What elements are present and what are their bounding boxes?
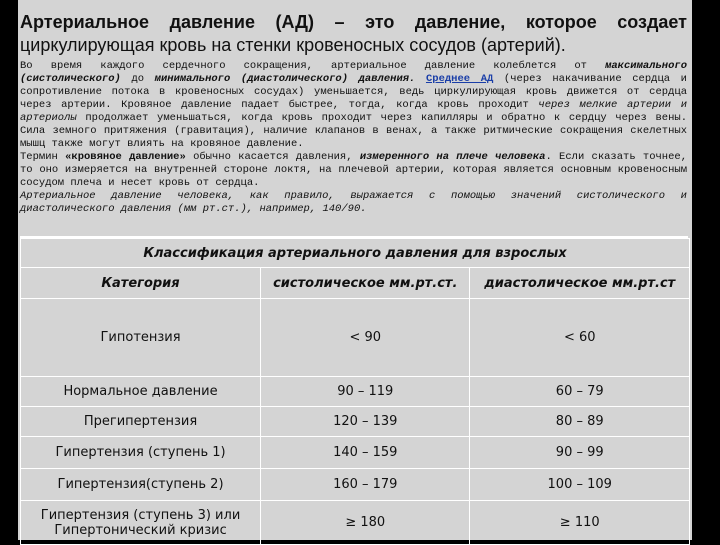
table-caption-row xyxy=(21,239,690,268)
row-diastolic: 100 – 109 xyxy=(470,469,690,501)
table-header-row xyxy=(21,268,690,299)
table-caption: Классификация артериального давления для взрослых xyxy=(21,239,690,268)
row-systolic: 160 – 179 xyxy=(261,469,470,501)
table-row xyxy=(21,437,690,469)
heading-line-2: циркулирующая кровь на стенки кровеносных сосудов (артерий). xyxy=(20,35,566,55)
row-diastolic: ≥ 110 xyxy=(470,501,690,545)
p1-text-4: (через накачивание сердца и сопротивление потока в кровеносных сосудах) уменьшается, ведь циркулирующая кровь движется от сердца через артерии. Кровяное давление падает быстрее, тогда, когда кровь проходит xyxy=(20,73,687,111)
p1-systolic-term: максимального (систолического) xyxy=(20,60,687,85)
p2-shoulder-term: измеренного на плече человека xyxy=(359,151,546,163)
table-row xyxy=(21,407,690,437)
row-category: Гипотензия xyxy=(21,299,261,377)
p1-text-2: до xyxy=(120,73,155,85)
row-diastolic: 60 – 79 xyxy=(470,377,690,407)
heading-line-1-text: Артериальное давление (АД) – это давление, которое создает xyxy=(20,12,687,32)
row-category: Нормальное давление xyxy=(21,377,261,407)
p1-text-1: Во время каждого сердечного сокращения, артериальное давление колеблется от xyxy=(20,60,606,72)
p2-bp-term: «кровяное давление» xyxy=(65,151,186,163)
header-systolic: систолическое мм.рт.ст. xyxy=(261,268,470,299)
table-row xyxy=(21,469,690,501)
text-block xyxy=(20,10,687,216)
table-row xyxy=(21,377,690,407)
row-systolic: 90 – 119 xyxy=(261,377,470,407)
p2-text-2: обычно касается давления, xyxy=(185,151,360,163)
row-systolic: < 90 xyxy=(261,299,470,377)
p1-diastolic-term: минимального (диастолического) давления. xyxy=(154,73,416,85)
paragraph-1 xyxy=(20,60,687,151)
heading-line-1 xyxy=(20,10,687,34)
p1-text-5: продолжает уменьшаться, когда кровь проходит через капилляры и обратно к сердцу через вены. Сила земного притяжения (гравитация), наличие клапанов в венах, а также ритмические сокращения скелетных мышц также могут влиять на кровяное давление. xyxy=(20,112,687,150)
table-row xyxy=(21,501,690,545)
row-diastolic: 90 – 99 xyxy=(470,437,690,469)
header-category: Категория xyxy=(21,268,261,299)
row-systolic: ≥ 180 xyxy=(261,501,470,545)
paragraph-3: Артериальное давление человека, как правило, выражается с помощью значений систолического и диастолического давления (мм рт.ст.), например, 140/90. xyxy=(20,190,687,215)
p2-text-3: . Если сказать точнее, то оно измеряется на внутренней стороне локтя, на плечевой артерии, которая является основным кровеносным сосудом плеча и несет кровь от сердца. xyxy=(20,151,688,189)
header-diastolic: диастолическое мм.рт.ст xyxy=(470,268,690,299)
mean-bp-link[interactable]: Среднее АД xyxy=(425,73,494,85)
row-category: Гипертензия(ступень 2) xyxy=(21,469,261,501)
table-row xyxy=(21,299,690,377)
p1-text-3 xyxy=(415,73,426,85)
row-diastolic: < 60 xyxy=(470,299,690,377)
row-category: Гипертензия (ступень 1) xyxy=(21,437,261,469)
paragraph-2 xyxy=(20,151,687,190)
p2-text-1: Термин xyxy=(20,151,66,163)
row-systolic: 120 – 139 xyxy=(261,407,470,437)
row-diastolic: 80 – 89 xyxy=(470,407,690,437)
p1-arterioles-term: через мелкие артерии и артериолы xyxy=(20,99,687,124)
row-category: Прегипертензия xyxy=(21,407,261,437)
row-category: Гипертензия (ступень 3) или Гипертонический кризис xyxy=(21,501,261,545)
classification-table xyxy=(20,238,690,545)
row-systolic: 140 – 159 xyxy=(261,437,470,469)
